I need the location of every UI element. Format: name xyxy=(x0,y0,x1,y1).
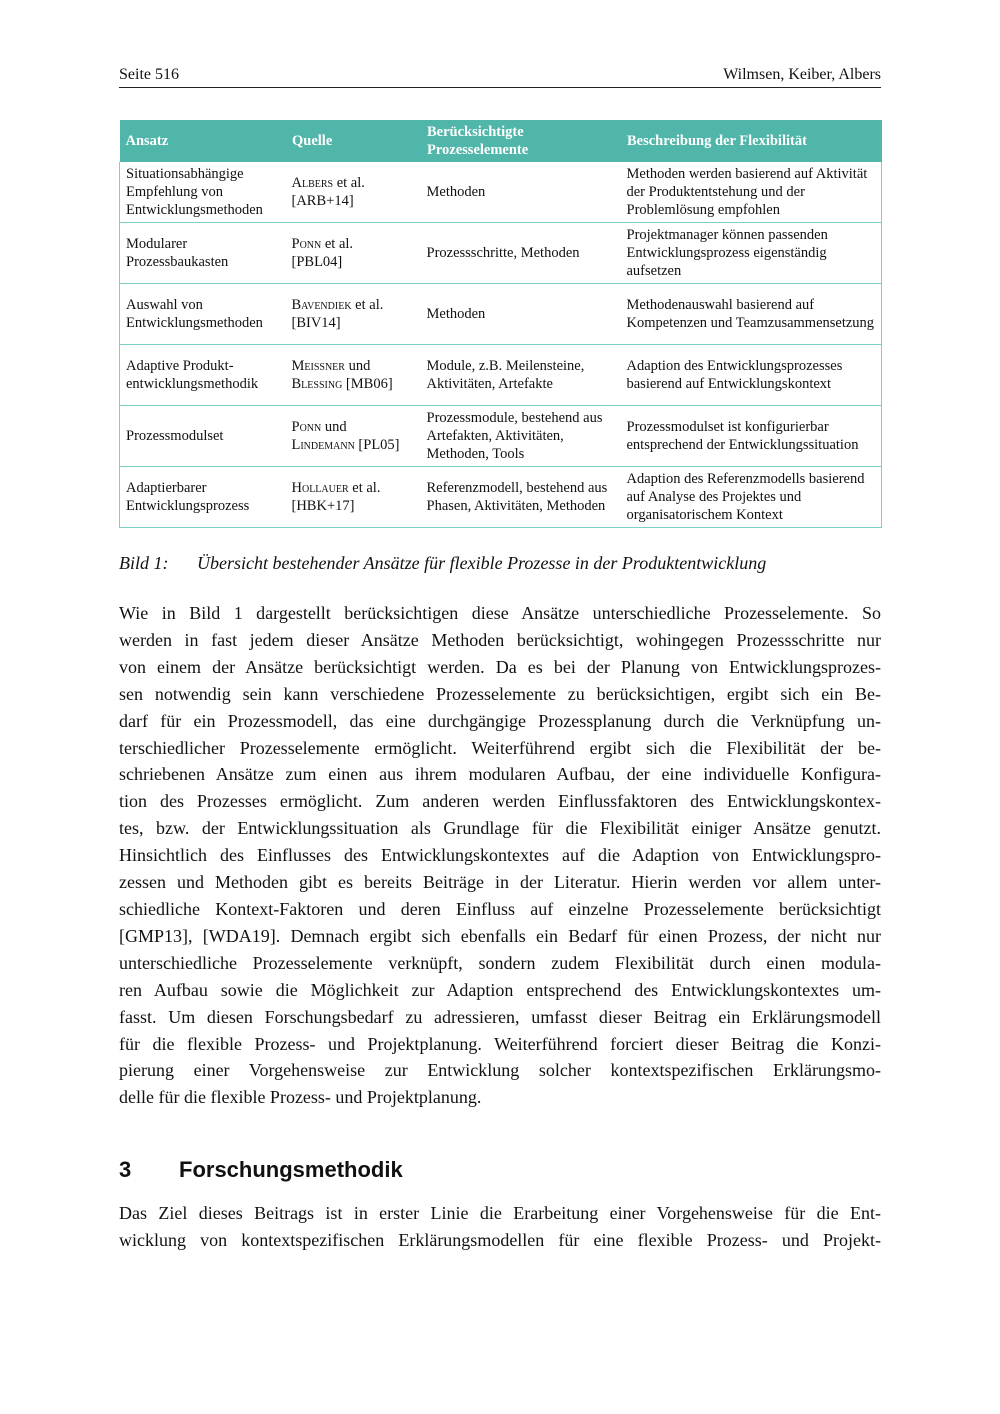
text-line: Wie in Bild 1 dargestellt berücksichtigen diese Ansätze unterschiedliche Prozesselemente. So xyxy=(119,603,881,623)
cell-quelle: Ponn et al. [PBL04] xyxy=(286,223,421,284)
cell-quelle: Bavendiek et al. [BIV14] xyxy=(286,284,421,345)
text-line: delle für die flexible Prozess- und Projektplanung. xyxy=(119,1087,482,1108)
citation: [MB06] xyxy=(342,376,393,392)
cell-ansatz: Prozessmodulset xyxy=(120,406,286,467)
text-line: schriebenen Ansätze zum einen aus ihrem modularen Aufbau, der eine individuelle Konfigura- xyxy=(119,764,881,785)
figure-caption xyxy=(119,551,881,575)
author-name: Lindemann xyxy=(291,437,355,453)
column-header: Beschreibung der Flexibilität xyxy=(621,120,882,162)
cell-beschreibung: Prozessmodulset ist konfigurierbar entsprechend der Entwicklungssituation xyxy=(621,406,882,467)
author-name: Meißner xyxy=(291,358,345,374)
caption-label: Bild 1: xyxy=(119,553,169,573)
cell-beschreibung: Methodenauswahl basierend auf Kompetenzen und Teamzusammensetzung xyxy=(621,284,882,345)
text-line: ren Aufbau sowie die Möglichkeit zur Adaption entsprechend des Entwicklungskontextes um- xyxy=(119,979,881,1000)
cell-beschreibung: Methoden werden basierend auf Aktivität der Produktentstehung und der Problemlösung empfohlen xyxy=(621,162,882,223)
table-row xyxy=(120,162,882,223)
text-line: fasst. Um diesen Forschungsbedarf zu adressieren, umfasst dieser Beitrag ein Erklärungsmodell xyxy=(119,1006,881,1027)
text-line: sen notwendig sein kann verschiedene Prozesselemente zu berücksichtigen, ergibt sich ein Be- xyxy=(119,683,881,704)
section-heading xyxy=(119,1155,881,1185)
citation: [ARB+14] xyxy=(291,193,354,209)
cell-quelle: Meißner und Blessing [MB06] xyxy=(286,345,421,406)
text-line: Das Ziel dieses Beitrags ist in erster Linie die Erarbeitung einer Vorgehensweise für die Ent- xyxy=(119,1203,881,1223)
cell-elemente: Methoden xyxy=(421,162,621,223)
cell-beschreibung: Projektmanager können passenden Entwicklungsprozess eigenständig aufsetzen xyxy=(621,223,882,284)
column-header: Quelle xyxy=(286,120,421,162)
cell-quelle: Albers et al. [ARB+14] xyxy=(286,162,421,223)
text-line: zessen und Methoden gibt es bereits Beiträge in der Literatur. Hierin werden vor allem unter- xyxy=(119,872,881,893)
page-number: Seite 516 xyxy=(119,66,179,83)
text-line: Hinsichtlich des Einflusses des Entwicklungskontextes auf die Adaption von Entwicklungspro- xyxy=(119,845,881,866)
author-name: Albers xyxy=(291,175,334,191)
cell-ansatz: Auswahl von Entwicklungsmethoden xyxy=(120,284,286,345)
cell-elemente: Methoden xyxy=(421,284,621,345)
overview-table xyxy=(119,120,882,528)
cell-elemente: Prozessmodule, bestehend aus Artefakten, Aktivitäten, Methoden, Tools xyxy=(421,406,621,467)
text-line: darf für ein Prozessmodell, das eine durchgängige Prozessplanung durch die Verknüpfung un- xyxy=(119,710,881,731)
text-line: von einem der Ansätze berücksichtigt werden. Da es bei der Planung von Entwicklungsprozes- xyxy=(119,656,881,677)
cell-quelle: Hollauer et al. [HBK+17] xyxy=(286,467,421,528)
author-name: Blessing xyxy=(291,376,343,392)
cell-ansatz: Adaptierbarer Entwicklungsprozess xyxy=(120,467,286,528)
column-header: Berücksichtigte Prozesselemente xyxy=(421,120,621,162)
text-line: unterschiedliche Prozesselemente verknüpft, sondern zudem Flexibilität durch einen modula- xyxy=(119,952,881,973)
cell-elemente: Module, z.B. Meilensteine, Aktivitäten, Artefakte xyxy=(421,345,621,406)
cell-beschreibung: Adaption des Referenzmodells basierend auf Analyse des Projektes und organisatorischem Kontext xyxy=(621,467,882,528)
column-header: Ansatz xyxy=(120,120,286,162)
text-line: werden in fast jedem dieser Ansätze Methoden berücksichtigt, wohingegen Prozessschritte nur xyxy=(119,629,881,650)
authors: Wilmsen, Keiber, Albers xyxy=(723,66,881,83)
cell-ansatz: Modularer Prozessbaukasten xyxy=(120,223,286,284)
section-title: Forschungsmethodik xyxy=(179,1157,403,1182)
author-name: Ponn xyxy=(291,236,322,252)
caption-text: Übersicht bestehender Ansätze für flexible Prozesse in der Produktentwicklung xyxy=(197,553,767,573)
cell-elemente: Prozessschritte, Methoden xyxy=(421,223,621,284)
citation: [PBL04] xyxy=(291,254,343,270)
table-header-row xyxy=(120,120,882,162)
table-row xyxy=(120,467,882,528)
citation: [HBK+17] xyxy=(291,498,355,514)
section-number: 3 xyxy=(119,1157,132,1182)
text-line: tes, bzw. der Entwicklungssituation als Grundlage für die Flexibilität einiger Ansätze genutzt. xyxy=(119,818,881,839)
text-line: [GMP13], [WDA19]. Demnach ergibt sich ebenfalls ein Bedarf für einen Prozess, der nicht nur xyxy=(119,925,881,946)
text-line: schiedliche Kontext-Faktoren und deren Einfluss auf einzelne Prozesselemente berücksichtigt xyxy=(119,898,881,919)
citation: [PL05] xyxy=(354,437,400,453)
author-name: Hollauer xyxy=(291,480,349,496)
section-intro-paragraph xyxy=(119,1200,881,1254)
author-name: Bavendiek xyxy=(291,297,352,313)
text-line: pierung einer Vorgehensweise zur Entwicklung solcher kontextspezifischen Erklärungsmo- xyxy=(119,1060,881,1081)
text-line: für die flexible Prozess- und Projektplanung. Weiterführend forciert dieser Beitrag die Konzi- xyxy=(119,1033,881,1054)
cell-ansatz: Situationsabhängige Empfehlung von Entwicklungsmethoden xyxy=(120,162,286,223)
table-row xyxy=(120,284,882,345)
author-name: Ponn xyxy=(291,419,322,435)
cell-elemente: Referenzmodell, bestehend aus Phasen, Aktivitäten, Methoden xyxy=(421,467,621,528)
text-line: tion des Prozesses ermöglicht. Zum anderen werden Einflussfaktoren des Entwicklungskontex- xyxy=(119,791,881,812)
cell-quelle: Ponn und Lindemann [PL05] xyxy=(286,406,421,467)
text-line: wicklung von kontextspezifischen Erklärungsmodellen für eine flexible Prozess- und Projekt- xyxy=(119,1229,881,1250)
table-row xyxy=(120,406,882,467)
cell-beschreibung: Adaption des Entwicklungsprozesses basierend auf Entwicklungskontext xyxy=(621,345,882,406)
body-paragraph xyxy=(119,600,881,1111)
table-row xyxy=(120,223,882,284)
text-line: terschiedlicher Prozesselemente ermöglicht. Weiterführend ergibt sich die Flexibilität der be- xyxy=(119,737,881,758)
table-row xyxy=(120,345,882,406)
running-header xyxy=(119,64,881,88)
cell-ansatz: Adaptive Produkt-entwicklungsmethodik xyxy=(120,345,286,406)
citation: [BIV14] xyxy=(291,315,341,331)
